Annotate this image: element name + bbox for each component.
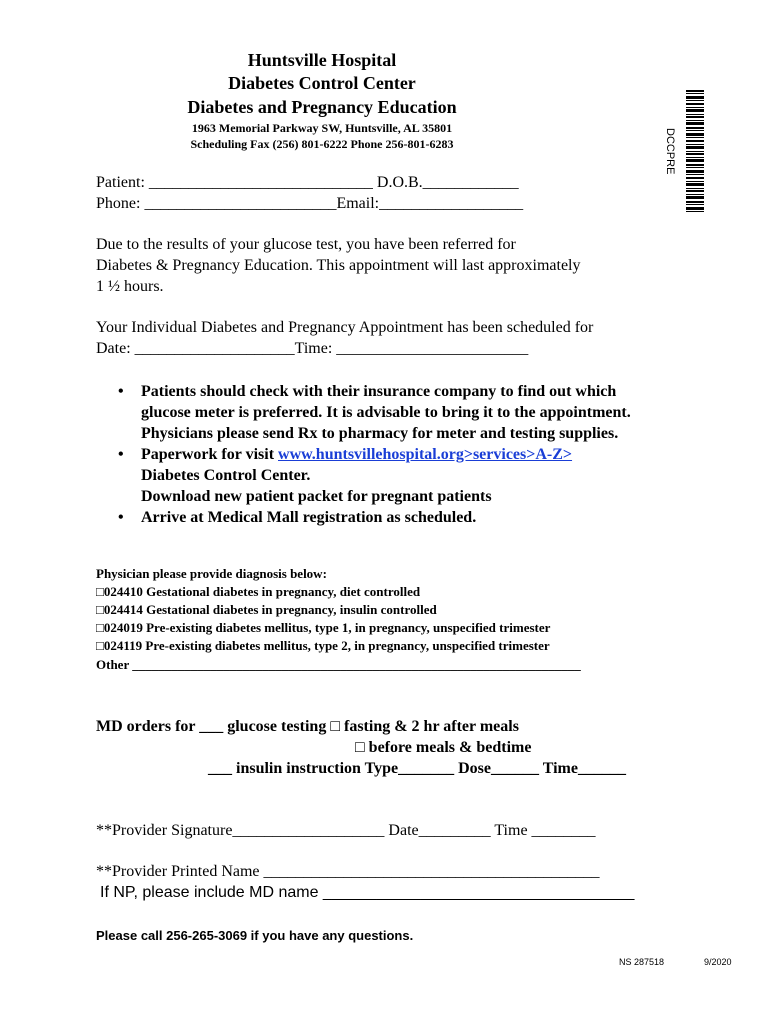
- provider-signature-field[interactable]: **Provider Signature___________________ Date_________ Time ________: [96, 822, 596, 839]
- instructions-list: [96, 381, 736, 528]
- form-number: NS 287518: [619, 957, 665, 967]
- hospital-website-link[interactable]: www.huntsvillehospital.org>services>A-Z>: [278, 446, 573, 463]
- center-name: Diabetes Control Center: [228, 73, 416, 93]
- barcode-label: DCCPRE: [664, 128, 676, 175]
- patient-dob-line: Patient: ____________________________ D.O.B.____________: [96, 174, 519, 191]
- barcode-image: [686, 90, 704, 212]
- referral-line-2: Diabetes & Pregnancy Education. This appointment will last approximately: [96, 257, 581, 274]
- list-item: [96, 381, 736, 444]
- contact-info: Scheduling Fax (256) 801-6222 Phone 256-801-6283: [190, 137, 454, 151]
- address: 1963 Memorial Parkway SW, Huntsville, AL 35801: [191, 121, 453, 135]
- diagnosis-option-024410[interactable]: □024410 Gestational diabetes in pregnancy, diet controlled: [96, 584, 421, 599]
- bullet-icon: •: [118, 446, 124, 463]
- form-title: Diabetes and Pregnancy Education: [187, 97, 457, 117]
- phone-email-line: Phone: ________________________Email:__________________: [96, 195, 524, 212]
- diagnosis-option-024119[interactable]: □024119 Pre-existing diabetes mellitus, type 2, in pregnancy, unspecified trimester: [96, 638, 550, 653]
- md-orders-line-1[interactable]: MD orders for ___ glucose testing □ fasting & 2 hr after meals: [96, 718, 519, 735]
- appointment-line-1: Your Individual Diabetes and Pregnancy Appointment has been scheduled for: [96, 319, 594, 336]
- diagnosis-other-field[interactable]: Other _____________________________________________________________________: [96, 657, 581, 672]
- questions-phone-note: Please call 256-265-3069 if you have any questions.: [96, 928, 414, 943]
- diagnosis-heading: Physician please provide diagnosis below:: [96, 566, 327, 581]
- hospital-name: Huntsville Hospital: [247, 50, 397, 70]
- bullet-2-line-3: Download new patient packet for pregnant patients: [141, 488, 492, 505]
- bullet-1-line-1: Patients should check with their insurance company to find out which: [141, 383, 617, 400]
- appointment-date-time-line: Date: ____________________Time: ________________________: [96, 340, 529, 357]
- referral-line-3: 1 ½ hours.: [96, 278, 164, 295]
- bullet-2-prefix: Paperwork for visit: [141, 446, 279, 463]
- revision-date: 9/2020: [704, 957, 732, 967]
- diagnosis-option-024414[interactable]: □024414 Gestational diabetes in pregnancy, insulin controlled: [96, 602, 437, 617]
- md-orders-line-2[interactable]: □ before meals & bedtime: [355, 739, 532, 756]
- bullet-1-line-2: glucose meter is preferred. It is advisable to bring it to the appointment.: [141, 404, 631, 421]
- bullet-2-line-2: Diabetes Control Center.: [141, 467, 311, 484]
- np-md-name-field[interactable]: If NP, please include MD name ___________________________________: [100, 884, 635, 901]
- diagnosis-option-024019[interactable]: □024019 Pre-existing diabetes mellitus, type 1, in pregnancy, unspecified trimester: [96, 620, 551, 635]
- provider-printed-name-field[interactable]: **Provider Printed Name __________________________________________: [96, 863, 600, 880]
- bullet-1-line-3: Physicians please send Rx to pharmacy for meter and testing supplies.: [141, 425, 619, 442]
- referral-line-1: Due to the results of your glucose test, you have been referred for: [96, 236, 516, 253]
- bullet-icon: •: [118, 509, 124, 526]
- list-item: [96, 444, 736, 507]
- bullet-icon: •: [118, 383, 124, 400]
- bullet-3-line-1: Arrive at Medical Mall registration as scheduled.: [141, 509, 477, 526]
- list-item: [96, 507, 736, 528]
- md-orders-line-3[interactable]: ___ insulin instruction Type_______ Dose______ Time______: [208, 760, 626, 777]
